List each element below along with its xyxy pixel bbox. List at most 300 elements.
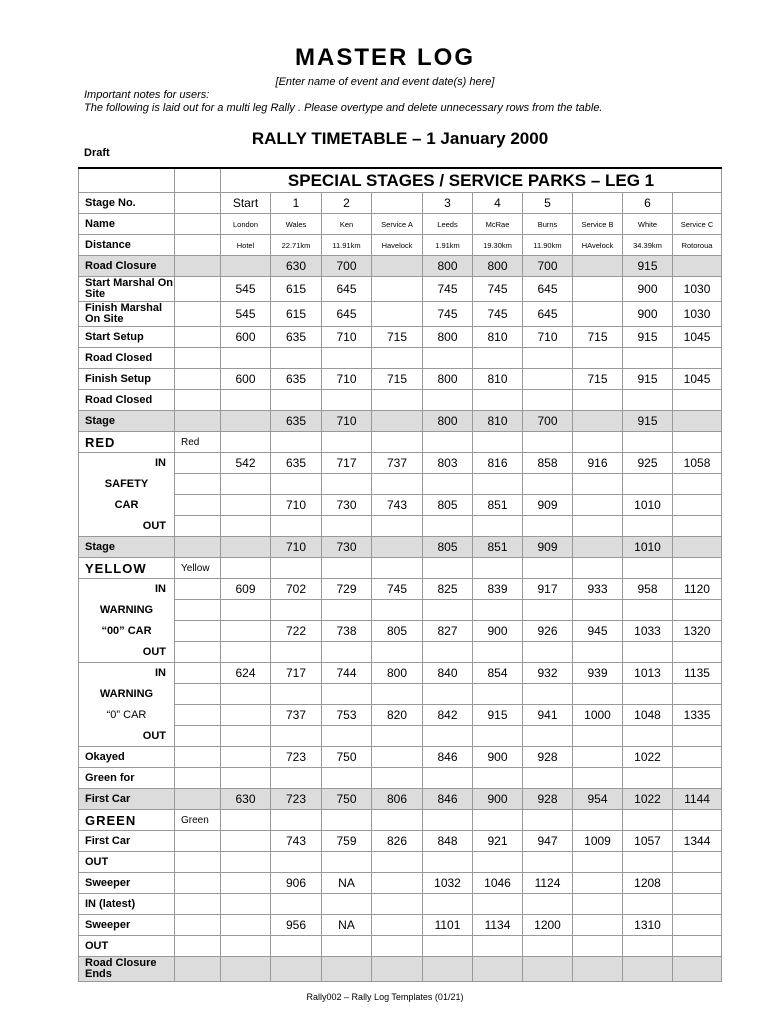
cell: 947 [523,831,573,852]
row-start_marshal [79,277,722,302]
cell [673,256,722,277]
row-label: Name [79,214,175,235]
cell [175,453,221,474]
cell: 645 [322,302,372,327]
cell: 1058 [673,453,722,474]
cell: 921 [473,831,523,852]
cell [423,810,473,831]
row-warning00-outlabel [79,642,722,663]
cell [221,348,271,369]
cell [271,726,322,747]
cell: Leeds [423,214,473,235]
cell [372,558,423,579]
cell: 827 [423,621,473,642]
cell [175,768,221,789]
cell [573,432,623,453]
cell [221,831,271,852]
cell: 825 [423,579,473,600]
cell [573,474,623,495]
cell: 737 [372,453,423,474]
cell [573,915,623,936]
cell [221,411,271,432]
cell [573,558,623,579]
cell: 630 [221,789,271,810]
cell [221,705,271,726]
cell [473,516,523,537]
block-label: SAFETY [79,474,175,495]
cell: 941 [523,705,573,726]
cell [221,558,271,579]
cell: 810 [473,411,523,432]
cell: Service B [573,214,623,235]
cell [623,768,673,789]
cell [175,277,221,302]
cell [623,726,673,747]
row-sublabel: Red [175,432,221,453]
row-warning0-outlabel [79,726,722,747]
cell [473,558,523,579]
row-distance [79,235,722,256]
cell [175,390,221,411]
cell [175,235,221,256]
row-label: GREEN [79,810,175,831]
row-sublabel: Green [175,810,221,831]
row-stage_no [79,193,722,214]
cell: Rotoroua [673,235,722,256]
cell: White [623,214,673,235]
cell: 1310 [623,915,673,936]
cell [322,558,372,579]
cell [423,894,473,915]
row-label: Start Setup [79,327,175,348]
cell [673,747,722,768]
cell [221,915,271,936]
cell: 846 [423,789,473,810]
row-safety-in [79,453,722,474]
cell: 615 [271,277,322,302]
cell: 1335 [673,705,722,726]
cell: 700 [523,411,573,432]
cell: 1144 [673,789,722,810]
cell [473,474,523,495]
cell [372,810,423,831]
cell: 800 [423,256,473,277]
cell: Wales [271,214,322,235]
cell [271,894,322,915]
cell: 542 [221,453,271,474]
row-label: Finish Marshal On Site [79,302,175,327]
cell [271,642,322,663]
cell: 723 [271,789,322,810]
cell [175,214,221,235]
cell [423,600,473,621]
cell: 928 [523,789,573,810]
cell [221,768,271,789]
cell: 840 [423,663,473,684]
cell: 6 [623,193,673,214]
cell [673,537,722,558]
cell [623,810,673,831]
cell: 609 [221,579,271,600]
cell: 645 [523,302,573,327]
row-first_car_2 [79,831,722,852]
row-warning0-out [79,705,722,726]
cell [221,432,271,453]
cell [175,705,221,726]
cell [372,474,423,495]
cell: 645 [523,277,573,302]
row-label: Road Closure [79,256,175,277]
row-warning00-out [79,621,722,642]
cell: 3 [423,193,473,214]
cell [423,474,473,495]
cell [175,516,221,537]
cell [673,600,722,621]
block-label: CAR [79,495,175,516]
cell [523,852,573,873]
cell: 800 [372,663,423,684]
cell: 900 [473,621,523,642]
row-sweeper_1 [79,873,722,894]
cell: 710 [322,411,372,432]
cell: 1022 [623,747,673,768]
cell [523,936,573,957]
cell: 5 [523,193,573,214]
cell [221,621,271,642]
cell: 900 [473,747,523,768]
cell [523,768,573,789]
cell: 729 [322,579,372,600]
cell: 810 [473,327,523,348]
cell [221,747,271,768]
cell: 956 [271,915,322,936]
cell [523,369,573,390]
notes-heading: Important notes for users: [84,89,210,101]
cell: 842 [423,705,473,726]
cell: 1124 [523,873,573,894]
cell [573,936,623,957]
cell: 1022 [623,789,673,810]
row-label: OUT [79,852,175,873]
cell: 1134 [473,915,523,936]
cell: 715 [573,327,623,348]
cell: 854 [473,663,523,684]
row-label: Green for [79,768,175,789]
row-out_2 [79,936,722,957]
cell [271,957,322,982]
row-label: Finish Setup [79,369,175,390]
cell: 826 [372,831,423,852]
cell [175,600,221,621]
cell: 745 [423,277,473,302]
cell [175,302,221,327]
block-label: OUT [79,642,175,663]
notes-text: The following is laid out for a multi leg Rally . Please overtype and delete unnecessary rows from the table. [84,102,603,114]
row-first_car_1 [79,789,722,810]
cell: 800 [423,327,473,348]
row-name [79,214,722,235]
cell: NA [322,915,372,936]
block-label: WARNING [79,600,175,621]
cell [175,621,221,642]
cell [673,193,722,214]
cell: 1030 [673,277,722,302]
cell [221,474,271,495]
row-okayed [79,747,722,768]
cell [322,810,372,831]
cell [673,432,722,453]
cell: 1000 [573,705,623,726]
cell: Start [221,193,271,214]
cell [573,495,623,516]
row-sweeper_2 [79,915,722,936]
cell: Service A [372,214,423,235]
cell [322,432,372,453]
cell [271,516,322,537]
cell: Havelock [372,235,423,256]
row-label: First Car [79,789,175,810]
cell: 759 [322,831,372,852]
cell [573,600,623,621]
cell [322,894,372,915]
cell: Hotel [221,235,271,256]
cell: 900 [623,277,673,302]
row-label: Road Closed [79,390,175,411]
cell: 715 [372,369,423,390]
row-road_closure_ends [79,957,722,982]
cell [322,768,372,789]
cell: 744 [322,663,372,684]
cell [473,936,523,957]
cell [573,302,623,327]
cell: 933 [573,579,623,600]
cell [523,348,573,369]
cell: 1 [271,193,322,214]
cell: 11.91km [322,235,372,256]
cell: 958 [623,579,673,600]
cell [175,495,221,516]
cell [175,663,221,684]
cell: 1045 [673,327,722,348]
cell [372,256,423,277]
cell: 800 [473,256,523,277]
row-road_closed_1 [79,348,722,369]
cell: 630 [271,256,322,277]
cell: 926 [523,621,573,642]
cell [473,852,523,873]
row-yellow [79,558,722,579]
cell: 848 [423,831,473,852]
row-label: Road Closed [79,348,175,369]
cell: 745 [372,579,423,600]
cell: 1010 [623,537,673,558]
cell: 1200 [523,915,573,936]
cell: Ken [322,214,372,235]
leg-title: SPECIAL STAGES / SERVICE PARKS – LEG 1 [221,168,722,193]
cell [673,915,722,936]
cell [221,894,271,915]
cell: London [221,214,271,235]
cell: 810 [473,369,523,390]
cell [372,411,423,432]
row-label: OUT [79,936,175,957]
cell [523,474,573,495]
cell [473,432,523,453]
cell: 635 [271,453,322,474]
row-label: Stage No. [79,193,175,214]
row-red [79,432,722,453]
cell: 915 [623,411,673,432]
cell: 635 [271,327,322,348]
cell [175,789,221,810]
cell [673,726,722,747]
cell [175,684,221,705]
row-green_for [79,768,722,789]
row-stage_yellow [79,537,722,558]
cell: 730 [322,495,372,516]
cell [673,348,722,369]
cell [175,957,221,982]
cell [322,474,372,495]
cell: 722 [271,621,322,642]
row-label: RED [79,432,175,453]
cell: 1030 [673,302,722,327]
cell: 710 [271,495,322,516]
cell [175,852,221,873]
cell [673,516,722,537]
cell [271,684,322,705]
cell: 1048 [623,705,673,726]
cell [271,600,322,621]
cell: 1045 [673,369,722,390]
cell [423,348,473,369]
cell [573,193,623,214]
cell [175,579,221,600]
cell [175,873,221,894]
cell: 806 [372,789,423,810]
cell [523,558,573,579]
cell [523,642,573,663]
row-safety-out [79,495,722,516]
event-subtitle: [Enter name of event and event date(s) here] [275,76,495,88]
cell [175,474,221,495]
cell [221,642,271,663]
cell [473,726,523,747]
cell: 916 [573,453,623,474]
cell [175,747,221,768]
cell: 34.39km [623,235,673,256]
cell: 624 [221,663,271,684]
cell: 745 [473,277,523,302]
cell: 710 [523,327,573,348]
row-label: Stage [79,411,175,432]
cell [322,390,372,411]
cell [221,600,271,621]
cell [175,894,221,915]
cell [423,957,473,982]
cell: 917 [523,579,573,600]
cell: 900 [473,789,523,810]
cell: 851 [473,537,523,558]
cell: 745 [473,302,523,327]
master-log-table [78,167,722,982]
cell [322,726,372,747]
cell [623,852,673,873]
cell [423,432,473,453]
cell [573,348,623,369]
cell: 600 [221,327,271,348]
cell [423,726,473,747]
cell [423,642,473,663]
cell [673,936,722,957]
row-label: Stage [79,537,175,558]
cell [423,516,473,537]
cell: 4 [473,193,523,214]
cell: 2 [322,193,372,214]
cell: 803 [423,453,473,474]
cell: McRae [473,214,523,235]
cell [523,684,573,705]
row-warning0-mid [79,684,722,705]
cell [372,537,423,558]
cell [175,411,221,432]
cell [473,600,523,621]
cell [221,726,271,747]
row-label: IN (latest) [79,894,175,915]
cell [423,852,473,873]
cell [322,684,372,705]
cell [175,936,221,957]
cell [271,768,322,789]
cell: 915 [623,327,673,348]
cell: 738 [322,621,372,642]
cell [175,369,221,390]
cell: 710 [271,537,322,558]
cell [673,894,722,915]
cell [372,684,423,705]
cell [623,936,673,957]
row-warning00-in [79,579,722,600]
cell: 635 [271,369,322,390]
row-label: Okayed [79,747,175,768]
cell: 11.90km [523,235,573,256]
cell [673,411,722,432]
cell: 19.30km [473,235,523,256]
cell [423,768,473,789]
cell: 753 [322,705,372,726]
cell: 805 [423,495,473,516]
cell [573,256,623,277]
cell [623,957,673,982]
cell [372,193,423,214]
cell [271,810,322,831]
cell: 928 [523,747,573,768]
cell: Service C [673,214,722,235]
cell: 816 [473,453,523,474]
cell [372,957,423,982]
cell [372,915,423,936]
cell: 820 [372,705,423,726]
cell [423,390,473,411]
cell: 743 [271,831,322,852]
cell [175,193,221,214]
block-label: IN [79,453,175,474]
cell [523,432,573,453]
cell [322,852,372,873]
cell: 851 [473,495,523,516]
cell [673,768,722,789]
cell: 717 [271,663,322,684]
